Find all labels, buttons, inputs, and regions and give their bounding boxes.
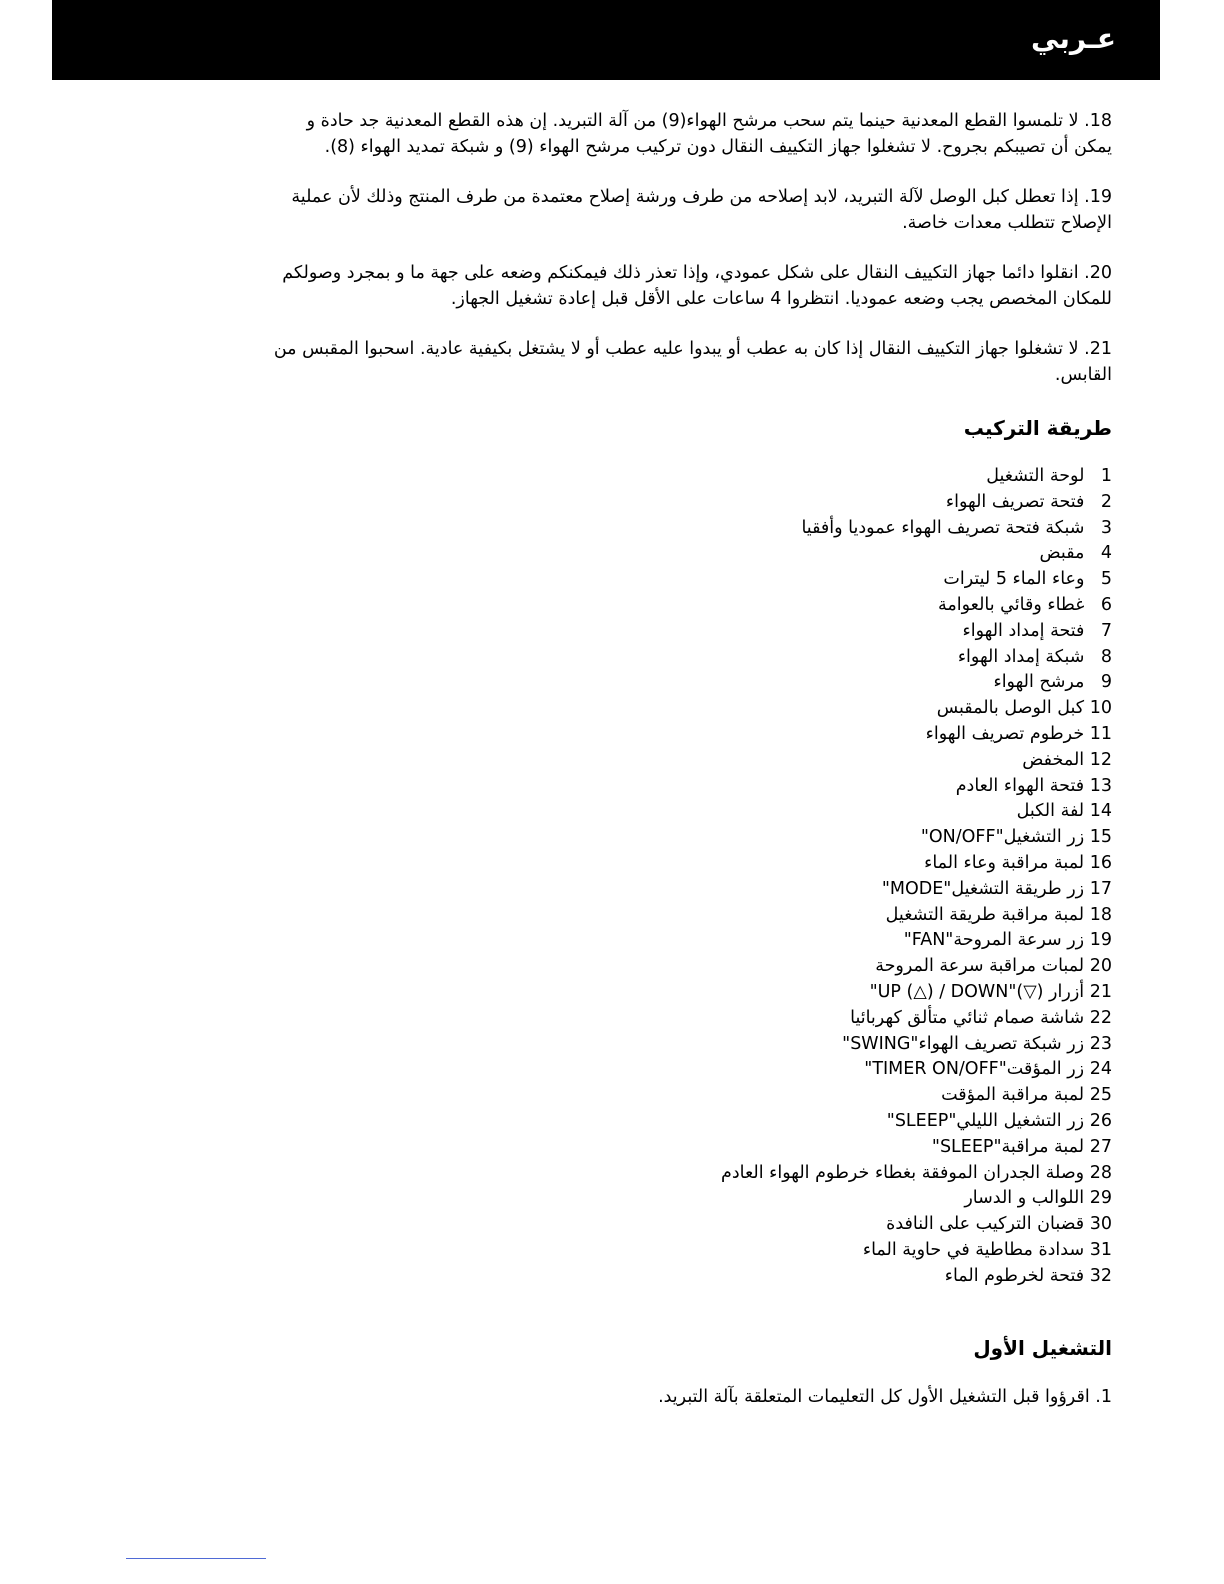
part-label: سدادة مطاطية في حاوية الماء [862,1239,1085,1260]
part-item [270,825,1112,851]
part-item [270,619,1112,645]
part-label: زر سرعة المروحة"FAN" [903,930,1085,951]
part-item [270,1212,1112,1238]
part-number: 15 [1089,827,1112,848]
part-number: 4 [1100,543,1112,564]
part-label: أزرار (▽)"UP (△) / DOWN" [869,981,1085,1002]
warning-item: 19. إذا تعطل كبل الوصل لآلة التبريد، لابد إصلاحه من طرف ورشة إصلاح معتمدة من طرف المنتج وذلك لأن عملية الإصلاح تتطلب معدات خاصة. [291,187,1112,233]
part-item [270,928,1112,954]
part-label: خرطوم تصريف الهواء [925,723,1085,744]
part-label: مقبض [1039,543,1085,564]
part-number: 30 [1089,1214,1112,1235]
part-item [270,954,1112,980]
part-label: فتحة الهواء العادم [955,775,1085,796]
part-label: قضبان التركيب على النافدة [886,1214,1085,1235]
part-number: 19 [1089,930,1112,951]
part-item [270,1006,1112,1032]
part-number: 16 [1089,852,1112,873]
part-label: لمبات مراقبة سرعة المروحة [875,956,1085,977]
part-label: لفة الكبل [1016,801,1085,822]
part-label: لمبة مراقبة"SLEEP" [931,1136,1085,1157]
part-label: كبل الوصل بالمقبس [936,698,1085,719]
installation-heading: طريقة التركيب [963,416,1112,440]
part-item [270,516,1112,542]
part-label: غطاء وقائي بالعوامة [937,594,1085,615]
part-number: 1 [1100,466,1112,486]
part-number: 31 [1089,1239,1112,1260]
part-label: زر التشغيل الليلي"SLEEP" [886,1110,1085,1131]
part-item [270,722,1112,748]
part-label: فتحة لخرطوم الماء [944,1265,1085,1286]
part-number: 20 [1089,956,1112,977]
part-item [270,490,1112,516]
part-number: 26 [1089,1110,1112,1131]
part-item [270,774,1112,800]
part-item [270,593,1112,619]
part-label: زر التشغيل"ON/OFF" [920,827,1085,848]
part-item [270,851,1112,877]
part-label: وصلة الجدران الموفقة بغطاء خرطوم الهواء العادم [720,1162,1085,1183]
part-item [270,670,1112,696]
part-label: فتحة تصريف الهواء [945,491,1085,512]
part-label: لمبة مراقبة طريقة التشغيل [885,904,1085,925]
part-number: 29 [1089,1188,1112,1209]
part-label: شاشة صمام ثنائي متألق كهربائيا [850,1007,1085,1028]
part-item [270,903,1112,929]
part-number: 18 [1089,904,1112,925]
part-label: زر طريقة التشغيل"MODE" [881,878,1085,899]
part-item [270,645,1112,671]
warning-item: 21. لا تشغلوا جهاز التكييف النقال إذا كان به عطب أو يبدوا عليه عطب أو لا يشتغل بكيفية عادية. اسحبوا المقبس من القابس. [273,339,1112,385]
language-title: عـربي [1031,22,1116,55]
part-number: 2 [1100,491,1112,512]
part-number: 17 [1089,878,1112,899]
part-item [270,541,1112,567]
warning-item: 20. انقلوا دائما جهاز التكييف النقال على شكل عمودي، وإذا تعذر ذلك فيمكنكم وضعه على جهة ما و بمجرد وصولكم للمكان المخصص يجب وضعه عموديا. انتظروا 4 ساعات على الأقل قبل إعادة تشغيل الجهاز. [282,263,1112,309]
part-number: 8 [1100,646,1112,667]
part-number: 21 [1089,981,1112,1002]
part-number: 5 [1100,569,1112,590]
part-item [270,464,1112,490]
part-number: 9 [1100,672,1112,693]
part-item [270,1135,1112,1161]
part-number: 3 [1100,517,1112,538]
part-number: 6 [1100,594,1112,615]
part-label: زر المؤقت"TIMER ON/OFF" [864,1059,1085,1080]
part-label: لمبة مراقبة وعاء الماء [924,852,1085,873]
part-item [270,1057,1112,1083]
part-number: 28 [1089,1162,1112,1183]
part-item [270,1032,1112,1058]
part-number: 12 [1089,749,1112,770]
part-number: 14 [1089,801,1112,822]
part-label: وعاء الماء 5 ليترات [943,569,1085,590]
part-item [270,1083,1112,1109]
part-label: زر شبكة تصريف الهواء"SWING" [842,1033,1085,1054]
footnote-divider [126,1558,266,1559]
part-item [270,799,1112,825]
part-number: 10 [1089,698,1112,719]
part-label: لوحة التشغيل [986,466,1085,486]
part-number: 7 [1100,620,1112,641]
header-bar [52,0,1160,80]
part-number: 24 [1089,1059,1112,1080]
part-item [270,1109,1112,1135]
part-number: 25 [1089,1085,1112,1106]
document-content [270,108,1112,1434]
part-number: 11 [1089,723,1112,744]
part-label: المخفض [1022,749,1085,770]
part-item [270,748,1112,774]
part-label: لمبة مراقبة المؤقت [941,1085,1085,1106]
part-label: شبكة فتحة تصريف الهواء عموديا وأفقيا [801,517,1085,538]
part-number: 22 [1089,1007,1112,1028]
part-number: 13 [1089,775,1112,796]
first-use-heading: التشغيل الأول [973,1335,1112,1360]
part-label: اللوالب و الدسار [964,1188,1085,1209]
part-item [270,1161,1112,1187]
part-item [270,1238,1112,1264]
part-label: فتحة إمداد الهواء [962,620,1085,641]
part-number: 32 [1089,1265,1112,1286]
part-item [270,1264,1112,1290]
part-item [270,980,1112,1006]
part-item [270,1186,1112,1212]
parts-list [270,464,1112,1290]
part-label: مرشح الهواء [993,672,1085,693]
part-item [270,877,1112,903]
part-item [270,696,1112,722]
part-label: شبكة إمداد الهواء [957,646,1085,667]
part-item [270,567,1112,593]
part-number: 23 [1089,1033,1112,1054]
part-number: 27 [1089,1136,1112,1157]
warning-item: 18. لا تلمسوا القطع المعدنية حينما يتم سحب مرشح الهواء(9) من آلة التبريد. إن هذه القطع المعدنية جد حادة و يمكن أن تصيبكم بجروح. لا تشغلوا جهاز التكييف النقال دون تركيب مرشح الهواء (9) و شبكة تمديد الهواء (8). [306,111,1112,157]
first-use-item: 1. اقرؤوا قبل التشغيل الأول كل التعليمات المتعلقة بآلة التبريد. [658,1386,1112,1407]
